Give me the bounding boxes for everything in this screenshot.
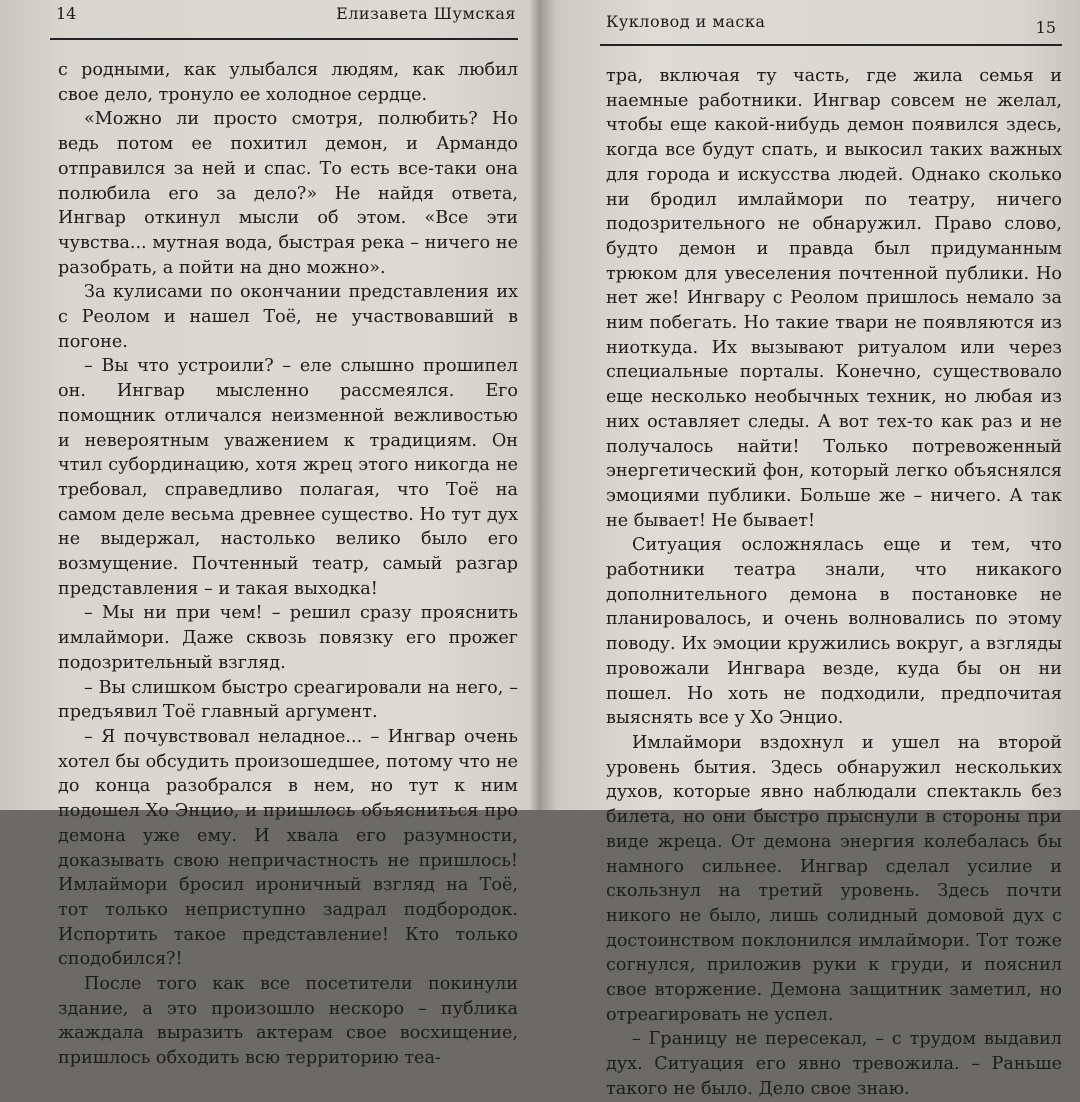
paragraph: – Мы ни при чем! – решил сразу прояснить имлаймори. Даже сквозь повязку его прожег подозрительный взгляд. bbox=[58, 603, 518, 673]
page-header bbox=[50, 0, 518, 36]
paragraph: с родными, как улыбался людям, как любил свое дело, тронуло ее холодное сердце. bbox=[58, 60, 518, 105]
paragraph: За кулисами по окончании представления их с Реолом и нашел Тоё, не участвовавший в погоне. bbox=[58, 282, 518, 352]
paragraph: «Можно ли просто смотря, полюбить? Но ведь потом ее похитил демон, и Армандо отправился за ней и спас. То есть все-таки она полюбила его за дело?» Не найдя ответа, Ингвар откинул мысли об этом. «Все эти чувства... мутная вода, быстрая река – ничего не разобрать, а пойти на дно можно». bbox=[58, 109, 518, 278]
paragraph: – Границу не пересекал, – с трудом выдавил дух. Ситуация его явно тревожила. – Раньше такого не было. Дело свое знаю. bbox=[606, 1029, 1062, 1099]
right-page bbox=[540, 0, 1080, 1099]
page-number: 15 bbox=[1035, 18, 1056, 37]
paragraph: После того как все посетители покинули здание, а это произошло нескоро – публика жаждала выразить актерам свое восхищение, пришлось обходить всю территорию теа- bbox=[58, 974, 518, 1069]
paragraph: – Вы слишком быстро среагировали на него, – предъявил Тоё главный аргумент. bbox=[58, 677, 518, 723]
paragraph: – Я почувствовал неладное... – Ингвар очень хотел бы обсудить произошедшее, потому что не до конца разобрался в нем, но тут к ним подошел Хо Энцио, и пришлось объясниться про демона уже ему. И хвала его разумности, доказывать свою непричастность не пришлось! Имлаймори бросил ироничный взгляд на Тоё, тот только неприступно задрал подбородок. Испортить такое представление! Кто только сподобился?! bbox=[58, 726, 518, 970]
paragraph: Ситуация осложнялась еще и тем, что работники театра знали, что никакого дополнительного демона в постановке не планировалось, и очень волновались по этому поводу. Их эмоции кружились вокруг, а взгляды провожали Ингвара везде, куда бы он ни пошел. Но хоть не подходили, предпочитая выяснять все у Хо Энцио. bbox=[606, 535, 1062, 729]
body-text bbox=[58, 58, 518, 1071]
body-text bbox=[606, 64, 1062, 1102]
header-rule bbox=[600, 44, 1062, 46]
page-header bbox=[600, 0, 1062, 36]
page-number: 14 bbox=[56, 4, 77, 23]
paragraph: – Вы что устроили? – еле слышно прошипел он. Ингвар мысленно рассмеялся. Его помощник отличался неизменной вежливостью и невероятным уважением к традициям. Он чтил субординацию, хотя жрец этого никогда не требовал, справедливо полагая, что Тоё на самом деле весьма древнее существо. Но тут дух не выдержал, настолько велико было его возмущение. Почтенный театр, самый разгар представления – и такая выходка! bbox=[58, 356, 518, 599]
paragraph: тра, включая ту часть, где жила семья и наемные работники. Ингвар совсем не желал, чтобы еще какой-нибудь демон появился здесь, когда все будут спать, и выкосил таких важных для города и искусства людей. Однако сколько ни бродил имлаймори по театру, ничего подозрительного не обнаружил. Право слово, будто демон и правда был придуманным трюком для увеселения почтенной публики. Но нет же! Ингвару с Реолом пришлось немало за ним побегать. Но такие твари не появляются из ниоткуда. Их вызывают ритуалом или через специальные порталы. Конечно, существовало еще несколько необычных техник, но любая из них оставляет следы. А вот тех-то как раз и не получалось найти! Только потревоженный энергетический фон, который легко объяснялся эмоциями публики. Больше же – ничего. А так не бывает! Не бывает! bbox=[606, 66, 1062, 531]
running-head-title: Кукловод и маска bbox=[606, 12, 766, 31]
header-rule bbox=[50, 38, 518, 40]
left-page bbox=[0, 0, 540, 1069]
paragraph: Имлаймори вздохнул и ушел на второй уровень бытия. Здесь обнаружил нескольких духов, которые явно наблюдали спектакль без билета, но они быстро прыснули в стороны при виде жреца. От демона энергия колебалась бы намного сильнее. Ингвар сделал усилие и скользнул на третий уровень. Здесь почти никого не было, лишь солидный домовой дух с достоинством поклонился имлаймори. Тот тоже согнулся, приложив руки к груди, и пояснил свое вторжение. Демона защитник заметил, но отреагировать не успел. bbox=[606, 732, 1062, 1025]
running-head-author: Елизавета Шумская bbox=[336, 4, 516, 23]
